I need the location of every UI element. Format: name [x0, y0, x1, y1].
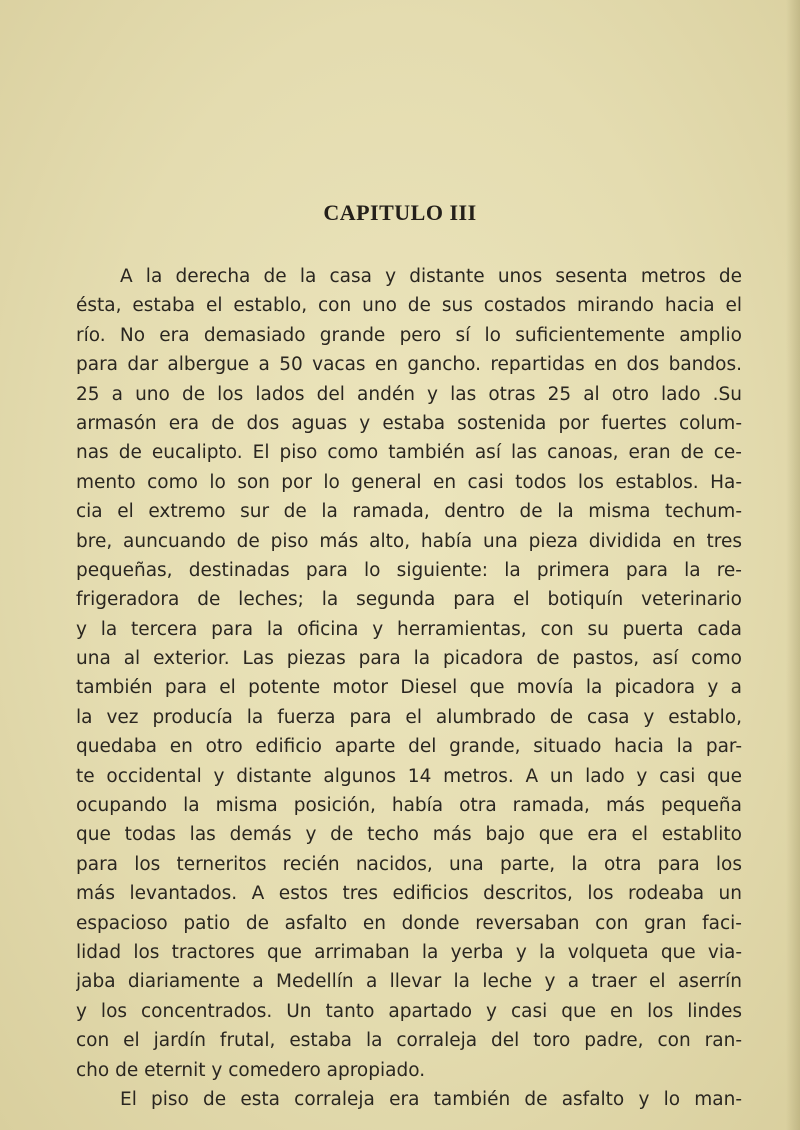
chapter-body — [76, 262, 742, 1114]
text-line: armasón era de dos aguas y estaba sostenida por fuertes colum- — [76, 412, 742, 434]
text-line: 25 a uno de los lados del andén y las otras 25 al otro lado .Su — [76, 383, 742, 405]
text-line: jaba diariamente a Medellín a llevar la leche y a traer el aserrín — [76, 971, 742, 993]
chapter-heading: CAPITULO III — [323, 200, 477, 225]
text-line: mento como lo son por lo general en casi todos los establos. Ha- — [76, 471, 742, 493]
text-line: lidad los tractores que arrimaban la yerba y la volqueta que via- — [76, 941, 742, 963]
text-line: la vez producía la fuerza para el alumbrado de casa y establo, — [76, 706, 742, 728]
text-line: A la derecha de la casa y distante unos sesenta metros de — [120, 266, 742, 287]
text-line: más levantados. A estos tres edificios descritos, los rodeaba un — [76, 883, 742, 905]
text-line: para dar albergue a 50 vacas en gancho. repartidas en dos bandos. — [76, 354, 742, 376]
text-line: frigeradora de leches; la segunda para el botiquín veterinario — [76, 589, 742, 611]
text-line: nas de eucalipto. El piso como también así las canoas, eran de ce- — [76, 442, 742, 464]
text-line: quedaba en otro edificio aparte del grande, situado hacia la par- — [76, 736, 742, 758]
text-line: pequeñas, destinadas para lo siguiente: la primera para la re- — [76, 559, 742, 581]
text-line: una al exterior. Las piezas para la picadora de pastos, así como — [76, 648, 742, 670]
text-line: ésta, estaba el establo, con uno de sus costados mirando hacia el — [76, 295, 742, 317]
text-line: cho de eternit y comedero apropiado. — [76, 1059, 426, 1081]
text-line: te occidental y distante algunos 14 metros. A un lado y casi que — [76, 765, 742, 787]
text-line: bre, auncuando de piso más alto, había una pieza dividida en tres — [76, 530, 742, 552]
text-line: que todas las demás y de techo más bajo que era el establito — [76, 824, 742, 846]
text-line: río. No era demasiado grande pero sí lo suficientemente amplio — [76, 324, 742, 346]
text-line: con el jardín frutal, estaba la corraleja del toro padre, con ran- — [76, 1030, 742, 1052]
text-line: y los concentrados. Un tanto apartado y casi que en los lindes — [76, 1000, 742, 1022]
page-edge-shadow — [786, 0, 800, 1130]
text-line: El piso de esta corraleja era también de asfalto y lo man- — [120, 1088, 742, 1110]
text-line: ocupando la misma posición, había otra ramada, más pequeña — [76, 795, 742, 817]
text-line: y la tercera para la oficina y herramientas, con su puerta cada — [76, 618, 742, 640]
text-line: cia el extremo sur de la ramada, dentro de la misma techum- — [76, 501, 742, 523]
text-line: para los terneritos recién nacidos, una parte, la otra para los — [76, 853, 742, 875]
text-line: espacioso patio de asfalto en donde reversaban con gran faci- — [76, 912, 742, 934]
text-line: también para el potente motor Diesel que movía la picadora y a — [76, 677, 742, 699]
